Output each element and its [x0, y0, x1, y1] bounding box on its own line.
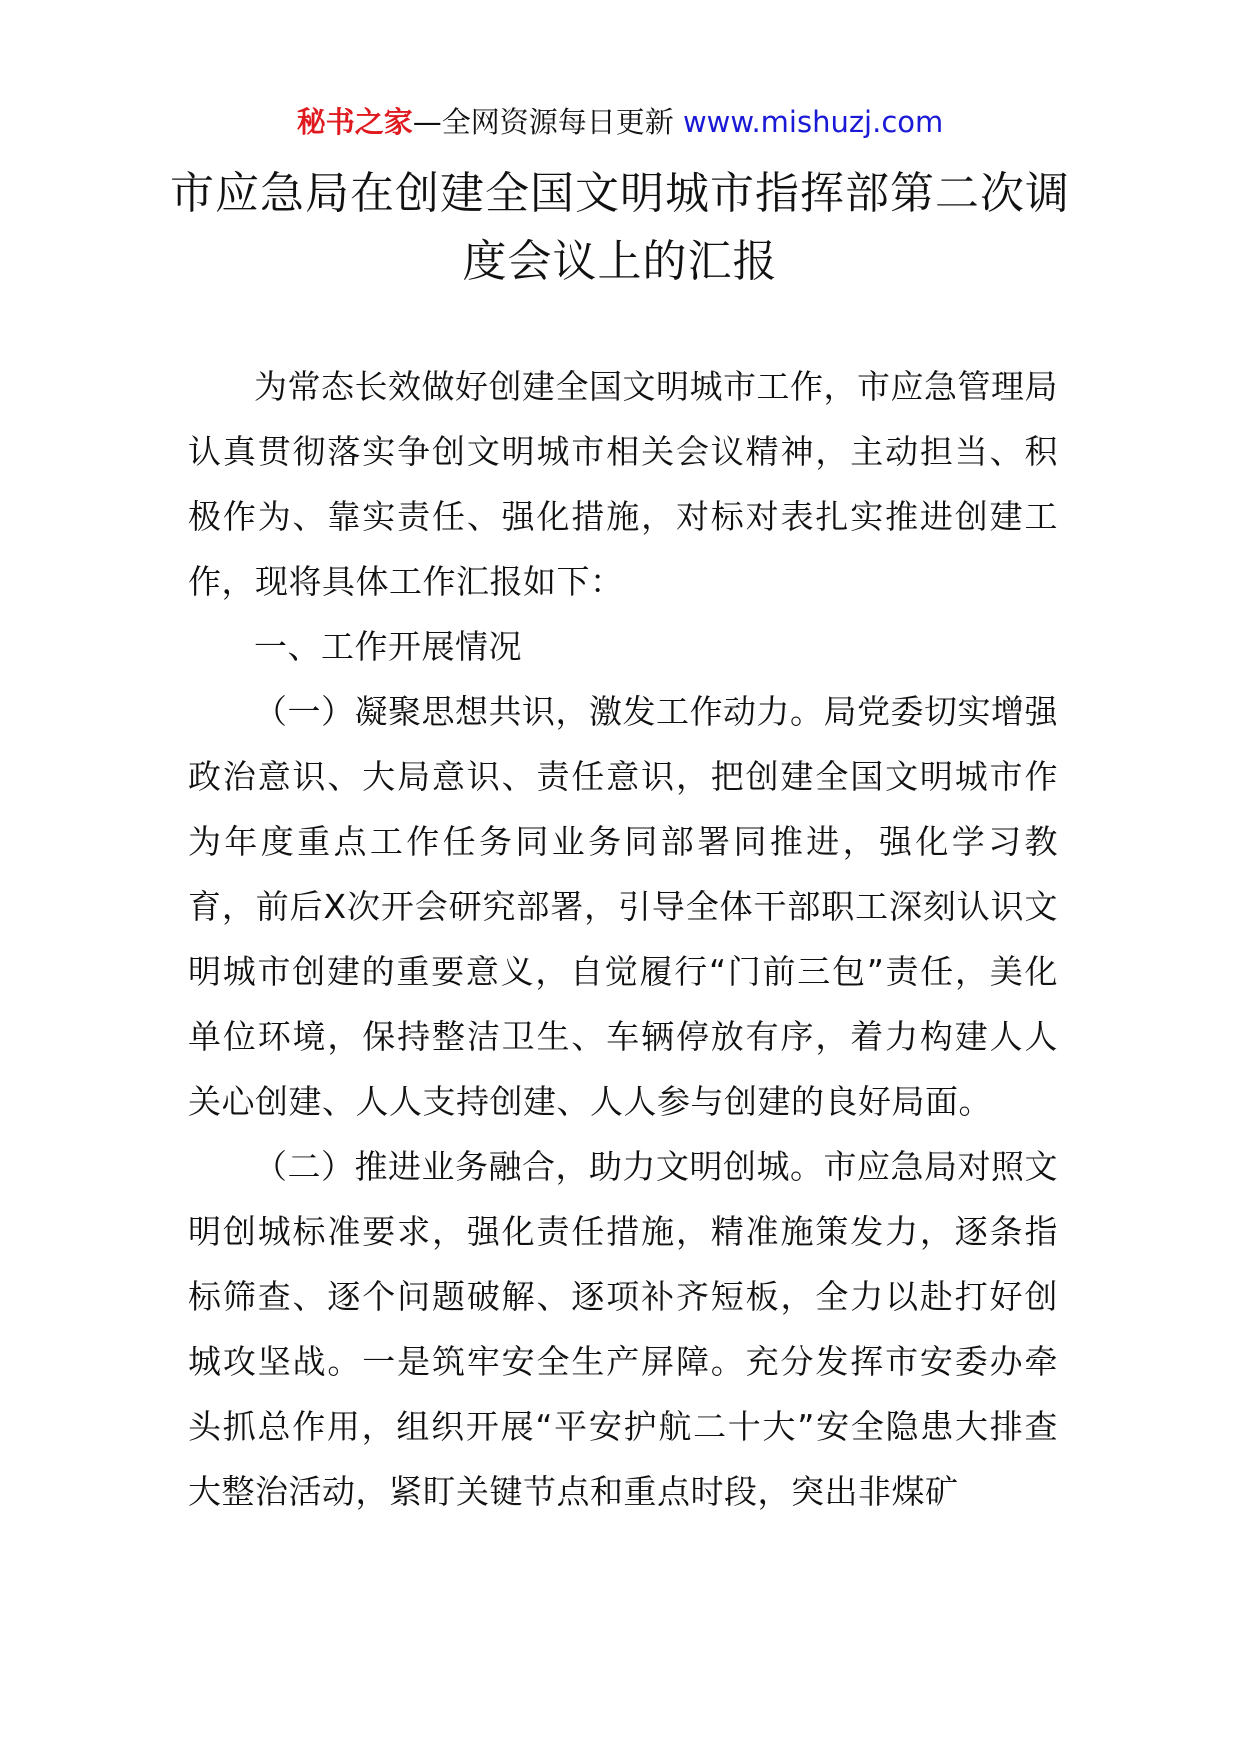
document-title: 市应急局在创建全国文明城市指挥部第二次调度会议上的汇报: [170, 168, 1070, 287]
site-url-link[interactable]: www.mishuzj.com: [682, 105, 944, 139]
paragraph-part-two: （二）推进业务融合，助力文明创城。市应急局对照文明创城标准要求，强化责任措施，精准施策发力，逐条指标筛查、逐个问题破解、逐项补齐短板，全力以赴打好创城攻坚战。一是筑牢安全生产屏障。充分发挥市安委办牵头抓总作用，组织开展“平安护航二十大”安全隐患大排查大整治活动，紧盯关键节点和重点时段，突出非煤矿: [188, 1147, 1058, 1511]
paragraph-part-one: （一）凝聚思想共识，激发工作动力。局党委切实增强政治意识、大局意识、责任意识，把创建全国文明城市作为年度重点工作任务同业务同部署同推进，强化学习教育，前后X次开会研究部署，引导全体干部职工深刻认识文明城市创建的重要意义，自觉履行“门前三包”责任，美化单位环境，保持整洁卫生、车辆停放有序，着力构建人人关心创建、人人支持创建、人人参与创建的良好局面。: [188, 692, 1058, 1121]
paragraph-intro: 为常态长效做好创建全国文明城市工作，市应急管理局认真贯彻落实争创文明城市相关会议精神，主动担当、积极作为、靠实责任、强化措施，对标对表扎实推进创建工作，现将具体工作汇报如下：: [188, 367, 1058, 601]
site-brand: 秘书之家: [296, 105, 413, 139]
site-header: [0, 100, 1240, 144]
site-slogan: —全网资源每日更新: [412, 105, 674, 139]
document-body: [188, 354, 1058, 1524]
section-heading: 一、工作开展情况: [254, 627, 522, 666]
